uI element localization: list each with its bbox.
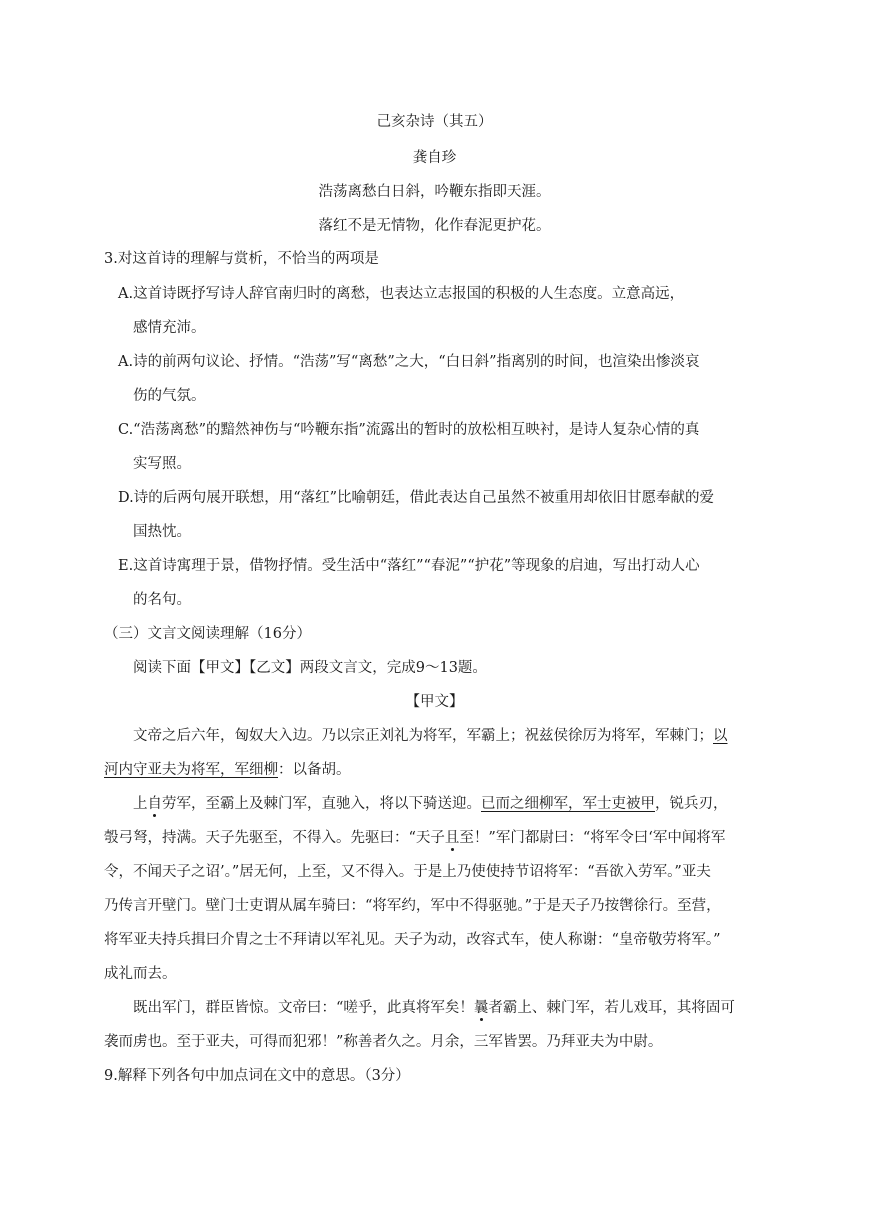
jia-p2-line-3: 令，不闻天子之诏’。”居无何，上至，又不得入。于是上乃使使持节诏将军：“吾欲入劳军。”亚夫 [104, 864, 711, 880]
poem-title: 己亥杂诗（其五） [376, 114, 493, 130]
question-9-stem: 9.解释下列各句中加点词在文中的意思。（3分） [104, 1068, 410, 1084]
option-a1-line-1: A.这首诗既抒写诗人辞官南归时的离愁，也表达立志报国的积极的人生态度。立意高远， [118, 286, 685, 302]
jia-p3-text: 既出军门，群臣皆惊。文帝曰：“嗟乎，此真将军矣！ [133, 1000, 474, 1016]
jia-p2-text: 彀弓弩，持满。天子先驱至，不得入。先驱曰：“天子 [104, 830, 445, 846]
option-c-line-2: 实写照。 [133, 456, 191, 472]
option-c-line-1: C.“浩荡离愁”的黯然神伤与“吟鞭东指”流露出的暂时的放松相互映衬，是诗人复杂心情的真 [118, 422, 700, 438]
dotted-word: 且 [444, 830, 460, 846]
dotted-word: 自 [147, 796, 162, 812]
jia-p1-text: ：以备胡。 [278, 762, 351, 778]
jia-p3-text: 者霸上、棘门军，若儿戏耳，其将固可 [488, 1000, 735, 1016]
jia-p3-line-2: 袭而虏也。至于亚夫，可得而犯邪！”称善者久之。月余，三军皆罢。乃拜亚夫为中尉。 [104, 1034, 663, 1050]
option-d-line-2: 国热忱。 [133, 524, 191, 540]
jia-p1-line-2 [104, 760, 351, 780]
question-3-stem: 3.对这首诗的理解与赏析，不恰当的两项是 [104, 251, 379, 267]
underlined-text: 以 [713, 728, 728, 744]
underlined-text: 已而之细柳军，军士吏被甲 [481, 796, 655, 812]
poem-line-1: 浩荡离愁白日斜，吟鞭东指即天涯。 [318, 184, 551, 200]
option-e-line-2: 的名句。 [133, 592, 191, 608]
poem-line-2: 落红不是无情物，化作春泥更护花。 [318, 218, 551, 234]
section-heading: （三）文言文阅读理解（16分） [104, 626, 311, 642]
section-intro: 阅读下面【甲文】【乙文】两段文言文，完成9～13题。 [133, 660, 487, 676]
jia-p2-text: 上 [133, 796, 148, 812]
jia-p1-line-1 [133, 726, 728, 746]
jia-p3-line-1 [133, 998, 735, 1018]
jia-p1-text: 文帝之后六年，匈奴大入边。乃以宗正刘礼为将军，军霸上；祝兹侯徐厉为将军，军棘门； [133, 728, 713, 744]
jia-p2-line-4: 乃传言开壁门。壁门士吏谓从属车骑曰：“将军约，军中不得驱驰。”于是天子乃按辔徐行。至营， [104, 898, 721, 914]
jia-p2-line-5: 将军亚夫持兵揖曰介胄之士不拜请以军礼见。天子为动，改容式车，使人称谢：“皇帝敬劳将军。” [104, 932, 721, 948]
jia-p2-text: 劳军，至霸上及棘门军，直驰入，将以下骑送迎。 [162, 796, 481, 812]
underlined-text: 河内守亚夫为将军，军细柳 [104, 762, 278, 778]
poem-author: 龚自珍 [412, 150, 457, 166]
dotted-word: 曩 [473, 1000, 489, 1016]
option-e-line-1: E.这首诗寓理于景，借物抒情。受生活中“落红”“春泥”“护花”等现象的启迪，写出打动人心 [118, 558, 700, 574]
jia-p2-line-1 [133, 794, 728, 814]
option-d-line-1: D.诗的后两句展开联想，用“落红”比喻朝廷，借此表达自己虽然不被重用却依旧甘愿奉献的爱 [118, 490, 715, 506]
jia-p2-line-2 [104, 828, 725, 848]
jia-p2-text: 至！”军门都尉曰：“将军令曰‘军中闻将军 [459, 830, 726, 846]
jia-p2-line-6: 成礼而去。 [104, 966, 177, 982]
option-a2-line-1: A.诗的前两句议论、抒情。“浩荡”写“离愁”之大，“白日斜”指离别的时间，也渲染出惨淡哀 [118, 354, 700, 370]
jia-title: 【甲文】 [405, 694, 464, 710]
option-a2-line-2: 伤的气氛。 [133, 388, 206, 404]
jia-p2-text: ，锐兵刃， [655, 796, 728, 812]
option-a1-line-2: 感情充沛。 [133, 320, 206, 336]
